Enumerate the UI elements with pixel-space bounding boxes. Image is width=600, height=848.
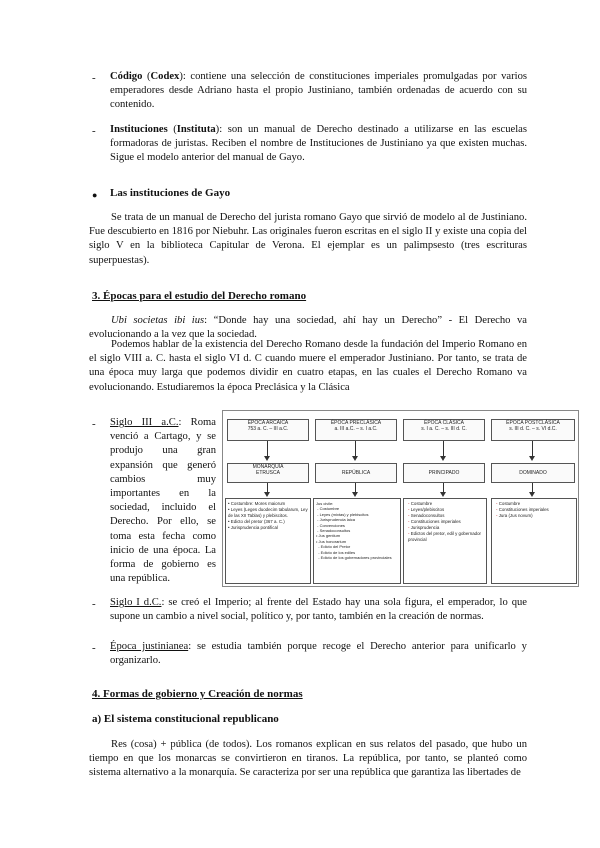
epoch-range: s. I a. C. – s. III d. C. [421,426,467,432]
codigo-title: Código [110,71,143,82]
gayo-heading: Las instituciones de Gayo [110,187,231,199]
source-item: Senadoconsultos [410,513,445,518]
sources-list-1: Jus civile: - Costumbre - Leyes (mixtas) y plebiscitos - Jurisprudencia laica - Convenciones - Senadoconsultos • Jus gentium • Jus honorarium - Edicto del Pretor - Edicto de los ediles - Edicto de los gobernadores provinciales [316,501,398,560]
epoch-box-1 [315,419,397,441]
government-box-3: DOMINADO [491,463,575,483]
siglo1-label: Siglo I d.C. [110,597,162,608]
instituciones-title: Instituciones [110,124,168,135]
quote-rest: : “Donde hay una sociedad, ahí hay un Derecho” - El Derecho va evolucionando a la vez que la sociedad. [89,315,527,341]
sources-box-2 [403,498,487,584]
sources-list-3: - Costumbre - Constituciones imperiales - Jura (Jus novum) [496,501,549,518]
epoch-box-0 [227,419,309,441]
section4-paragraph: Res (cosa) + pública (de todos). Los romanos explican en sus relatos del pasado, que hubo un tiempo en que los monarcas se convirtieron en tiranos. La república, por tanto, se planteó como sistema alternativo a la monarquía. Se caracteriza por ser una república que garantiza las libertades de [89,739,527,779]
arrow-down [443,441,444,457]
source-item: Leyes (Leges duodecim tabularum, Ley de las XII Tablas) y plebiscitos. [228,507,308,518]
source-item: Jurisprudencia pontifical [230,525,278,530]
codigo-item: Código (Codex): contiene una selección de constituciones imperiales promulgadas por varios emperadores desde Adriano hasta el propio Justiniano, también ordenadas de acuerdo con su contenido. [110,71,527,111]
epoch-range: a. III a.C. – s. I a.C. [334,426,378,432]
gayo-paragraph: Se trata de un manual de Derecho del jurista romano Gayo que sirvió de modelo al de Justiniano. Fue descubierto en 1816 por Niebuhr. Las originales fueron escritas en el siglo II y existe una copia del siglo V en la biblioteca Capitular de Verona. El ejemplar es un palimpsesto (tres escrituras superpuestas). [89,212,527,266]
arrow-down [267,441,268,457]
source-item: Constituciones imperiales [498,507,549,512]
dash-bullet: - [92,598,96,610]
arrow-down [355,441,356,457]
siglo3-text: : Roma venció a Cartago, y se produjo una gran expansión que generó cambios muy importantes en la sociedad, incluido el Derecho. Por ello, se toma esta fecha como inicio de una época. La forma de gobierno es una república. [110,417,216,585]
arrow-down [443,483,444,493]
epoch-range: 753 a. C. – III a.C. [247,426,289,432]
epoch-box-2 [403,419,485,441]
epoch-name: ÉPOCA PRECLÁSICA [330,420,382,426]
government-box-2: PRINCIPADO [403,463,485,483]
sources-box-0 [225,498,311,584]
sources-list-0: • Costumbre: Mores maiorum • Leyes (Leges duodecim tabularum, Ley de las XII Tablas) y plebiscitos. • Edicto del pretor (367 a. C.) • Jurisprudencia pontifical [228,501,308,530]
source-item: Costumbre [498,501,521,506]
source-item: Jura (Jus novum) [498,513,533,518]
epoch-name: ÉPOCA ARCAICA [247,420,289,426]
siglo1-text: : se creó el Imperio; al frente del Estado hay una sola figura, el emperador, lo que supone un cambio a nivel social, político y, por tanto, también en la creación de normas. [110,597,527,623]
epoch-name: ÉPOCA POSTCLÁSICA [506,420,560,426]
epoch-box-3 [491,419,575,441]
source-item: Costumbre [410,501,433,506]
source-item: Jus honorarium [318,538,347,544]
source-item: Constituciones imperiales [410,519,461,524]
arrow-down [355,483,356,493]
epochs-figure [222,410,579,587]
source-item: Jus civile: [316,501,334,506]
instituciones-text: : son un manual de Derecho destinado a utilizarse en las escuelas formadoras de juristas. Reciben el nombre de Instituciones de Justiniano ya que existen muchas. Sigue el modelo anterior del manual de Gayo. [110,124,527,164]
section3-heading-text: 3. Épocas para el estudio del Derecho romano [92,290,307,302]
justinianea-label: Época justinianea [110,641,189,652]
government-box-1: REPÚBLICA [315,463,397,483]
section4-heading-text: 4. Formas de gobierno y Creación de normas [92,688,303,700]
siglo1-item [110,596,527,624]
source-item: Convenciones [319,522,345,528]
source-item: Leyes (mixtas) y plebiscitos [319,511,369,517]
justinianea-text: : se estudia también porque recoge el Derecho anterior para unificarlo y organizarlo. [110,641,527,667]
siglo3-item [110,416,216,586]
latin-quote: Ubi societas ibi ius [111,315,205,326]
source-item: Edicto de los gobernadores provinciales [320,555,392,561]
section4-heading [92,688,303,700]
source-item: Edictos del pretor, edil y gobernador provincial [408,531,481,542]
instituciones-paren: Instituta [176,124,216,135]
arrow-down [532,441,533,457]
source-item: Edicto del Pretor [320,544,351,550]
source-item: Jurisprudencia laica [319,517,355,523]
source-item: Edicto de los ediles [320,549,356,555]
source-item: Senadoconsultos [319,528,351,534]
bullet-dot: ● [92,190,98,200]
sources-box-3 [491,498,577,584]
source-item: Edicto del pretor (367 a. C.) [230,519,285,524]
dash-bullet: - [92,72,96,84]
source-item: Jus gentium [318,533,341,539]
epoch-name: ÉPOCA CLÁSICA [423,420,464,426]
codigo-paren: Codex [150,71,180,82]
sources-list-2: - Costumbre - Leyes/plebiscitos - Senadoconsultos - Constituciones imperiales - Jurisprudencia - Edictos del pretor, edil y gobernador provincial [408,501,481,542]
dash-bullet: - [92,642,96,654]
source-item: Costumbre [319,506,340,512]
government-box-0: MONARQUÍA ETRUSCA [227,463,309,483]
arrow-down [267,483,268,493]
section3-paragraph: Podemos hablar de la existencia del Derecho Romano desde la fundación del Imperio Romano en el siglo VIII a. C. hasta el siglo VI d. C cuando muere el emperador Justiniano. Por tanto, se trata de una época muy larga que podemos dividir en cuatro etapas, en las cuales el Derecho Romano va evolucionando. Estudiaremos la época Preclásica y la Clásica [89,339,527,393]
dash-bullet: - [92,125,96,137]
section4-subheading: a) El sistema constitucional republicano [92,713,279,725]
source-item: Leyes/plebiscitos [410,507,445,512]
codigo-text: : contiene una selección de constituciones imperiales promulgadas por varios emperadores desde Adriano hasta el propio Justiniano, también ordenadas de acuerdo con su contenido. [110,71,527,111]
siglo3-label: Siglo III a.C. [110,417,179,428]
section3-heading [92,290,306,302]
sources-box-1 [313,498,401,584]
source-item: Jurisprudencia [410,525,440,530]
epoch-range: s. III d. C. – s. VI d.C. [509,426,557,432]
justinianea-item [110,640,527,668]
arrow-down [532,483,533,493]
source-item: Costumbre: Mores maiorum [230,501,286,506]
instituciones-item: Instituciones (Instituta): son un manual de Derecho destinado a utilizarse en las escuelas formadoras de juristas. Reciben el nombre de Instituciones de Justiniano ya que existen muchas. Sigue el modelo anterior del manual de Gayo. [110,124,527,164]
dash-bullet: - [92,418,96,430]
